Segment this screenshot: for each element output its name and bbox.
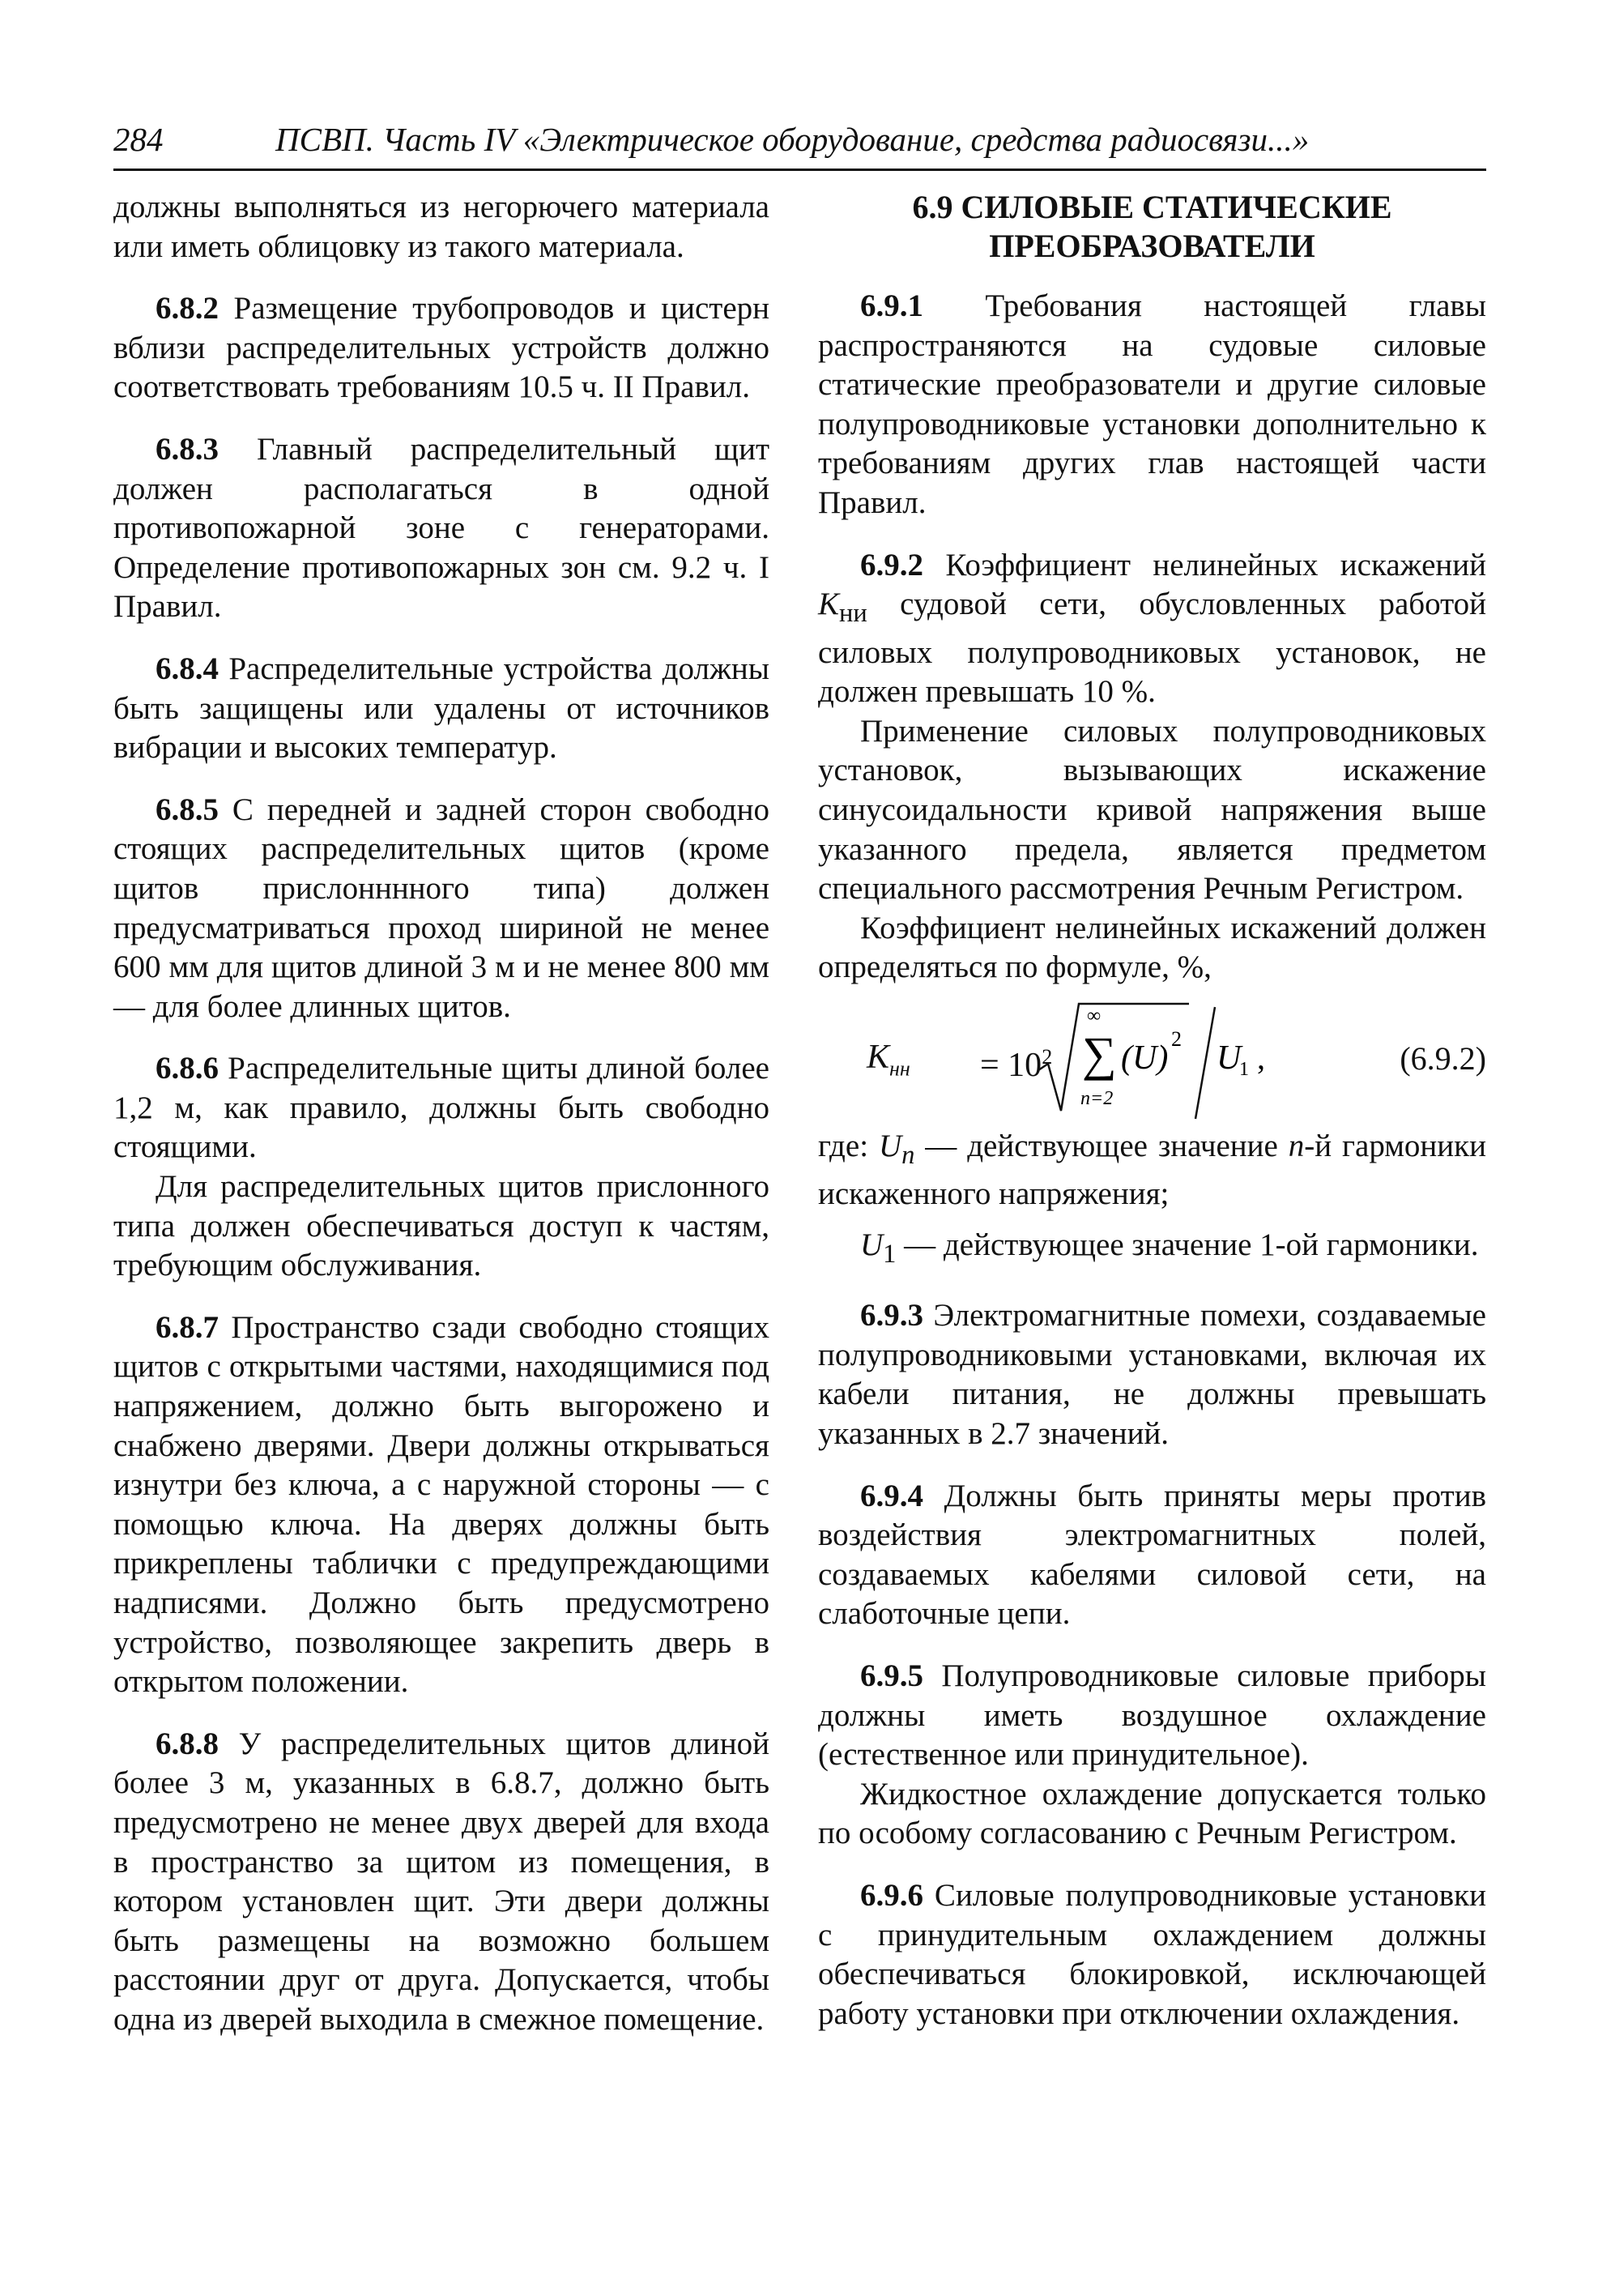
division-slash xyxy=(1195,1007,1215,1119)
clause-6-8-5 xyxy=(113,791,769,1027)
formula-lhs xyxy=(867,1038,910,1089)
sum-sign: ∑ xyxy=(1082,1026,1117,1081)
clause-number: 6.8.4 xyxy=(156,651,219,686)
formula-coef-exponent: 2 xyxy=(1042,1044,1053,1069)
clause-number: 6.9.1 xyxy=(860,288,923,323)
clause-number: 6.8.8 xyxy=(156,1726,219,1761)
clause-6-8-3 xyxy=(113,430,769,627)
running-title: ПСВП. Часть IV «Электрическое оборудование, средства радиосвязи...» xyxy=(275,121,1310,158)
clause-text: Электромагнитные помехи, создаваемые полупроводниковыми установками, включая их кабели питания, не должны превышать указанных в 2.7 значений. xyxy=(818,1298,1486,1452)
clause-6-9-6 xyxy=(818,1876,1486,2034)
section-title: 6.9 СИЛОВЫЕ СТАТИЧЕСКИЕ ПРЕОБРАЗОВАТЕЛИ xyxy=(912,189,1392,264)
clause-6-8-4 xyxy=(113,650,769,768)
clause-number: 6.9.2 xyxy=(860,547,923,583)
clause-number: 6.8.3 xyxy=(156,431,219,467)
formula-6-9-2 xyxy=(818,997,1486,1127)
clause-text: Коэффициент нелинейных искажений xyxy=(923,547,1486,583)
divisor-subscript: 1 xyxy=(1239,1058,1249,1080)
clause-6-8-6 xyxy=(113,1049,769,1167)
k-subscript: ни xyxy=(839,598,867,628)
clause-text: Главный распределительный щит должен располагаться в одной противопожарной зоне с генераторами. Определение противопожарных зон см. 9.2 ч. I Правил. xyxy=(113,431,769,625)
clause-6-8-7 xyxy=(113,1308,769,1702)
clause-text: С передней и задней сторон свободно стоящих распределительных щитов (кроме щитов прислонннного типа) должен предусматриваться проход шириной не менее 600 мм для щитов длиной 3 м и не менее 800 мм — для более длинных щитов. xyxy=(113,792,769,1024)
formula-k: K xyxy=(867,1038,890,1076)
clause-6-8-8 xyxy=(113,1725,769,2040)
equation-number: (6.9.2) xyxy=(1400,1039,1486,1077)
clause-6-9-2-paragraph-2: Применение силовых полупроводниковых установок, вызывающих искажение синусоидальности кривой напряжения выше указанного предела, является предметом специального рассмотрения Речным Регистром. xyxy=(818,713,1486,907)
where-text: -й гармоники искаженного напряжения; xyxy=(818,1128,1486,1212)
formula-radical xyxy=(1037,997,1272,1127)
clause-text: Распределительные устройства должны быть защищены или удалены от источников вибрации и высоких температур. xyxy=(113,651,769,766)
clause-number: 6.8.7 xyxy=(156,1309,219,1345)
u1-symbol: U xyxy=(860,1227,884,1262)
clause-6-9-3 xyxy=(818,1296,1486,1453)
clause-6-8-2 xyxy=(113,289,769,408)
formula-k-subscript: нн xyxy=(889,1056,910,1081)
clause-6-9-5 xyxy=(818,1657,1486,1775)
u1-subscript: 1 xyxy=(883,1239,897,1269)
divisor: U xyxy=(1217,1039,1242,1077)
where-line-2 xyxy=(818,1226,1486,1274)
where-text: — действующее значение 1-ой гармоники. xyxy=(896,1227,1479,1262)
k-symbol: K xyxy=(818,587,840,622)
clause-number: 6.8.5 xyxy=(156,792,219,827)
clause-text: Требования настоящей главы распространяются на судовые силовые статические преобразователи и другие силовые полупроводниковые установки дополнительно к требованиям других глав настоящей части Правил. xyxy=(818,288,1486,520)
clause-text: Пространство сзади свободно стоящих щитов с открытыми частями, находящимися под напряжением, должно быть выгорожено и снабжено дверями. Двери должны открываться изнутри без ключа, а с наружной стороны — с помощью ключа. На дверях должны быть прикреплены таблички с предупреждающими надписями. Должно быть предусмотрено устройство, позволяющее закрепить дверь в открытом положении. xyxy=(113,1309,769,1700)
clause-6-9-4 xyxy=(818,1477,1486,1634)
sum-term: (U) xyxy=(1121,1039,1169,1077)
clause-text: Размещение трубопроводов и цистерн вблизи распределительных устройств должно соответствовать требованиям 10.5 ч. II Правил. xyxy=(113,291,769,405)
page-number: 284 xyxy=(113,121,164,158)
formula-comma: , xyxy=(1257,1039,1265,1076)
paragraph-continued: должны выполняться из негорючего материала или иметь облицовку из такого материала. xyxy=(113,190,769,264)
sum-upper-limit: ∞ xyxy=(1087,1005,1102,1026)
clause-text: Силовые полупроводниковые установки с принудительным охлаждением должны обеспечиваться блокировкой, исключающей работу установки при отключении охлаждения. xyxy=(818,1877,1486,2031)
where-text: — действующее значение xyxy=(914,1128,1289,1163)
formula-coef-base: = 10 xyxy=(980,1046,1042,1084)
where-line-1 xyxy=(818,1127,1486,1214)
clause-number: 6.9.6 xyxy=(860,1877,923,1913)
clause-text: Распределительные щиты длиной более 1,2 м, как правило, должны быть свободно стоящими. xyxy=(113,1051,769,1165)
right-column xyxy=(818,188,1486,2034)
clause-text: судовой сети, обусловленных работой силовых полупроводниковых установок, не должен превышать 10 %. xyxy=(818,587,1486,710)
clause-number: 6.8.6 xyxy=(156,1051,219,1086)
clause-text: Полупроводниковые силовые приборы должны иметь воздушное охлаждение (естественное или принудительное). xyxy=(818,1658,1486,1773)
clause-text: Должны быть приняты меры против воздействия электромагнитных полей, создаваемых кабелями силовой сети, на слаботочные цепи. xyxy=(818,1478,1486,1632)
clause-number: 6.9.5 xyxy=(860,1658,923,1694)
clause-6-9-1 xyxy=(818,287,1486,523)
clause-6-9-2-paragraph-3: Коэффициент нелинейных искажений должен определяться по формуле, %, xyxy=(818,910,1486,985)
where-label: где: xyxy=(818,1128,879,1163)
sum-lower-limit: n=2 xyxy=(1080,1087,1114,1109)
left-column xyxy=(113,188,769,2040)
clause-6-8-6-paragraph-2: Для распределительных щитов прислонного типа должен обеспечиваться доступ к частям, требующим обслуживания. xyxy=(113,1169,769,1283)
clause-6-9-5-paragraph-2: Жидкостное охлаждение допускается только по особому согласованию с Речным Регистром. xyxy=(818,1776,1486,1851)
n-symbol: n xyxy=(1288,1128,1305,1163)
clause-number: 6.9.3 xyxy=(860,1298,923,1334)
clause-text: У распределительных щитов длиной более 3 м, указанных в 6.8.7, должно быть предусмотрено не менее двух дверей для входа в пространство за щитом из помещения, в котором установлен щит. Эти двери должны быть размещены на возможно большем расстоянии друг от друга. Допускается, чтобы одна из дверей выходила в смежное помещение. xyxy=(113,1726,769,2037)
page-header xyxy=(113,120,1486,171)
clause-6-9-2 xyxy=(818,546,1486,712)
clause-number: 6.9.4 xyxy=(860,1478,923,1513)
clause-number: 6.8.2 xyxy=(156,291,219,326)
un-subscript: n xyxy=(901,1140,915,1170)
sum-term-exponent: 2 xyxy=(1171,1026,1182,1051)
un-symbol: U xyxy=(878,1128,902,1163)
